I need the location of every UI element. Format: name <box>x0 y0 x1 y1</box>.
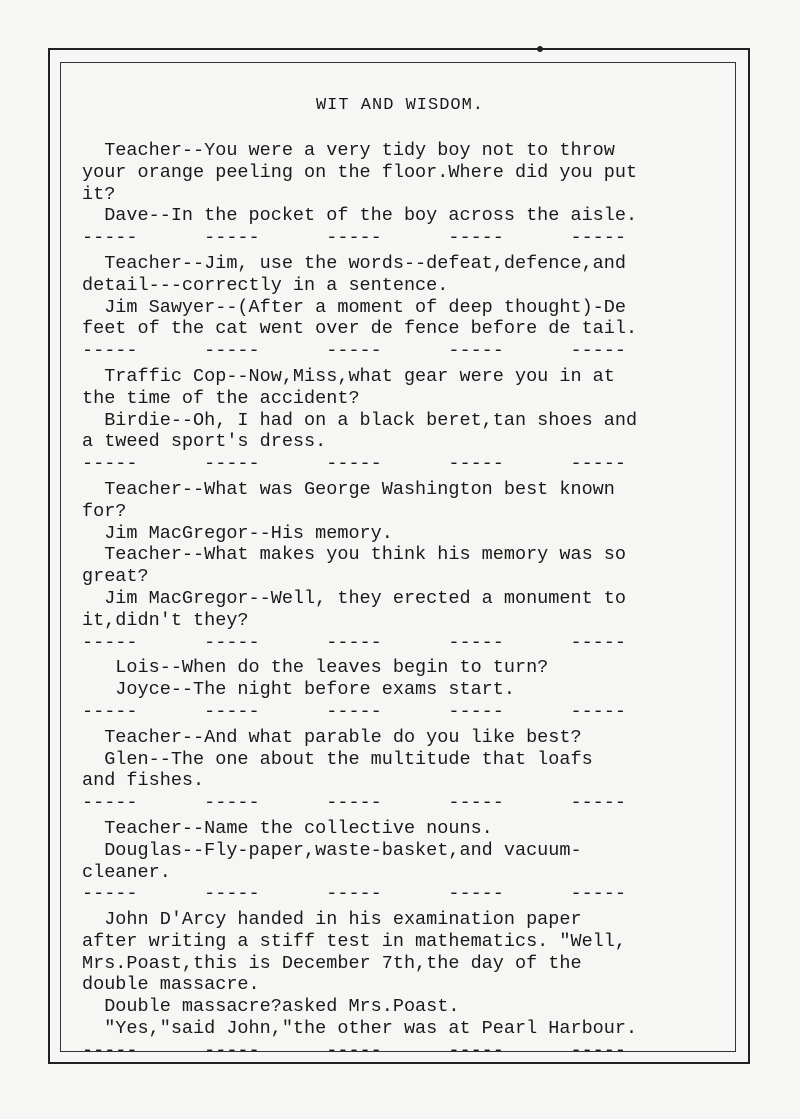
separator-dashes: ----- ----- ----- ----- ----- <box>82 631 626 653</box>
separator-dashes: ----- ----- ----- ----- ----- <box>82 700 626 722</box>
text-line: Joyce--The night before exams start. <box>82 679 515 701</box>
text-line: "Yes,"said John,"the other was at Pearl Harbour. <box>82 1018 638 1040</box>
text-line: great? <box>82 566 149 588</box>
text-line: Teacher--Jim, use the words--defeat,defence,and <box>82 252 626 274</box>
ink-mark <box>537 46 543 52</box>
joke-block <box>82 657 742 701</box>
text-line: Traffic Cop--Now,Miss,what gear were you in at <box>82 365 615 387</box>
text-line: a tweed sport's dress. <box>82 431 327 453</box>
text-line: Teacher--Name the collective nouns. <box>82 817 493 839</box>
text-line: detail---correctly in a sentence. <box>82 274 449 296</box>
text-line: cleaner. <box>82 861 171 883</box>
text-line: Teacher--What was George Washington best known <box>82 478 615 500</box>
text-line: Teacher--You were a very tidy boy not to throw <box>82 140 615 161</box>
joke-block <box>82 366 742 453</box>
text-line: feet of the cat went over de fence before de tail. <box>82 318 638 340</box>
text-line: for? <box>82 500 127 522</box>
text-line: John D'Arcy handed in his examination paper <box>82 909 582 931</box>
text-line: Douglas--Fly-paper,waste-basket,and vacuum- <box>82 839 582 861</box>
separator-dashes: ----- ----- ----- ----- ----- <box>82 792 626 814</box>
joke-block <box>82 479 742 632</box>
text-line: the time of the accident? <box>82 387 360 409</box>
separator-dashes: ----- ----- ----- ----- ----- <box>82 883 626 905</box>
text-line: Dave--In the pocket of the boy across the aisle. <box>82 205 638 227</box>
text-line: Teacher--What makes you think his memory was so <box>82 544 626 566</box>
separator-dashes: ----- ----- ----- ----- ----- <box>82 340 626 362</box>
text-line: Birdie--Oh, I had on a black beret,tan shoes and <box>82 409 638 431</box>
text-line: Jim Sawyer--(After a moment of deep thought)-De <box>82 296 626 318</box>
text-line: it? <box>82 183 116 205</box>
text-line: it,didn't they? <box>82 609 249 631</box>
joke-block <box>82 727 742 792</box>
separator-dashes: ----- ----- ----- ----- ----- <box>82 227 626 249</box>
joke-block <box>82 909 742 1040</box>
text-line: Teacher--And what parable do you like best? <box>82 726 582 748</box>
page-title: WIT AND WISDOM. <box>315 96 485 115</box>
text-line: double massacre. <box>82 974 260 996</box>
text-line: Double massacre?asked Mrs.Poast. <box>82 996 460 1018</box>
joke-block <box>82 140 742 227</box>
separator-dashes: ----- ----- ----- ----- ----- <box>82 453 626 475</box>
text-line: Lois--When do the leaves begin to turn? <box>82 657 549 679</box>
jokes-column <box>82 140 742 1066</box>
text-line: and fishes. <box>82 770 205 792</box>
text-line: Glen--The one about the multitude that loafs <box>82 748 593 770</box>
text-line: your orange peeling on the floor.Where did you put <box>82 161 638 183</box>
joke-block <box>82 253 742 340</box>
text-line: after writing a stiff test in mathematics. "Well, <box>82 930 626 952</box>
text-line: Jim MacGregor--Well, they erected a monument to <box>82 587 626 609</box>
joke-block <box>82 818 742 883</box>
separator-dashes: ----- ----- ----- ----- ----- <box>82 1039 626 1061</box>
text-line: Jim MacGregor--His memory. <box>82 522 393 544</box>
text-line: Mrs.Poast,this is December 7th,the day of the <box>82 952 582 974</box>
